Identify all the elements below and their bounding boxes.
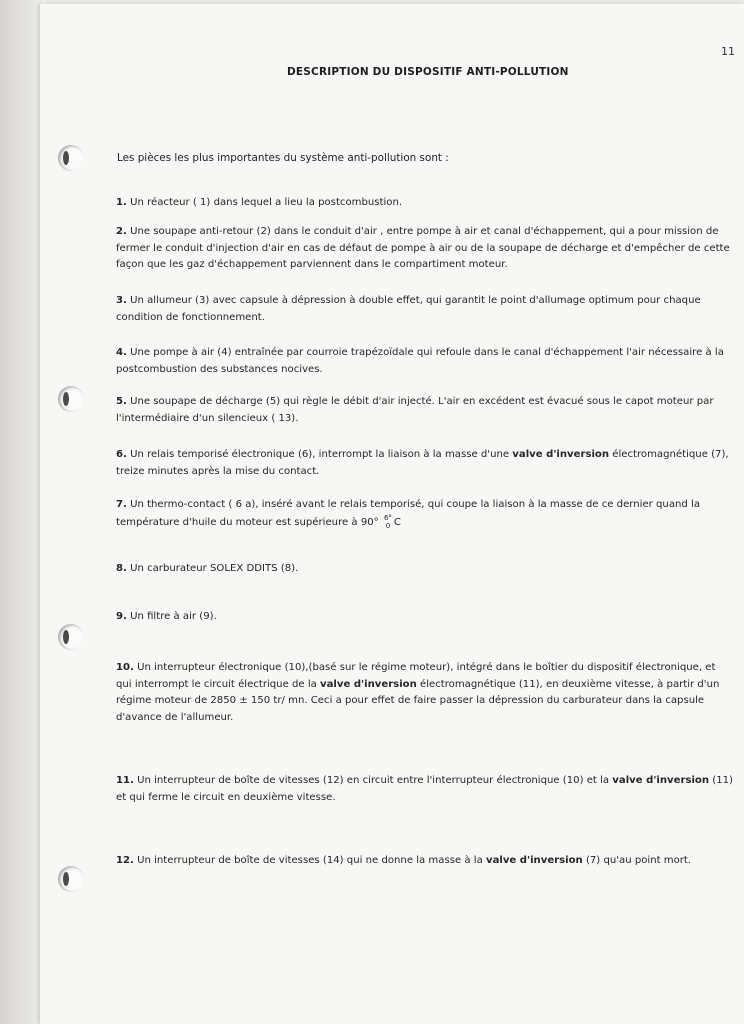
page-number: 11 xyxy=(721,45,735,58)
list-item-4: 4. Une pompe à air (4) entraînée par courroie trapézoïdale qui refoule dans le canal d'échappement l'air nécessaire à la postcombustion des substances nocives. xyxy=(116,347,724,375)
list-item-10: 10. Un interrupteur électronique (10),(basé sur le régime moteur), intégré dans le boîtier du dispositif électronique, et qui interrompt le circuit électrique de la valve d'inversion électromagnétique (11), en deuxième vitesse, à partir d'un régime moteur de 2850 ± 150 tr/ mn. Ceci a pour effet de faire passer la dépression du carburateur dans la capsule d'avance de l'allumeur. xyxy=(116,662,720,723)
list-item-5: 5. Une soupape de décharge (5) qui règle le débit d'air injecté. L'air en excédent est évacué sous le capot moteur par l'intermédiaire d'un silencieux ( 13). xyxy=(116,396,714,424)
list-item-11: 11. Un interrupteur de boîte de vitesses (12) en circuit entre l'interrupteur électronique (10) et la valve d'inversion (11) et qui ferme le circuit en deuxième vitesse. xyxy=(116,775,733,803)
list-item-8: 8. Un carburateur SOLEX DDITS (8). xyxy=(116,563,299,574)
document-page xyxy=(40,4,744,1024)
punch-hole-3 xyxy=(58,624,84,650)
page-title: DESCRIPTION DU DISPOSITIF ANTI-POLLUTION xyxy=(287,66,569,78)
list-item-7: 7. Un thermo-contact ( 6 a), inséré avant le relais temporisé, qui coupe la liaison à la masse de ce dernier quand la température d'huile du moteur est supérieure à 90° 6° 0 C xyxy=(116,499,701,530)
tolerance-fraction: 6° 0 xyxy=(383,513,392,530)
list-item-6: 6. Un relais temporisé électronique (6), interrompt la liaison à la masse d'une valve d'inversion électromagnétique (7), treize minutes après la mise du contact. xyxy=(116,449,729,477)
intro-text: Les pièces les plus importantes du système anti-pollution sont : xyxy=(117,152,449,164)
punch-hole-2 xyxy=(58,386,84,412)
list-item-12: 12. Un interrupteur de boîte de vitesses (14) qui ne donne la masse à la valve d'inversion (7) qu'au point mort. xyxy=(116,855,692,866)
list-item-2: 2. Une soupape anti-retour (2) dans le conduit d'air , entre pompe à air et canal d'échappement, qui a pour mission de fermer le conduit d'injection d'air en cas de défaut de pompe à air ou de la soupape de décharge et d'empêcher de cette façon que les gaz d'échappement parviennent dans le compartiment moteur. xyxy=(116,226,730,270)
list-item-3: 3. Un allumeur (3) avec capsule à dépression à double effet, qui garantit le point d'allumage optimum pour chaque condition de fonctionnement. xyxy=(116,295,701,323)
list-item-9: 9. Un filtre à air (9). xyxy=(116,611,217,622)
punch-hole-4 xyxy=(58,866,84,892)
bleed-through xyxy=(110,84,113,95)
list-item-1: 1. Un réacteur ( 1) dans lequel a lieu la postcombustion. xyxy=(116,197,403,208)
punch-hole-1 xyxy=(58,145,84,171)
